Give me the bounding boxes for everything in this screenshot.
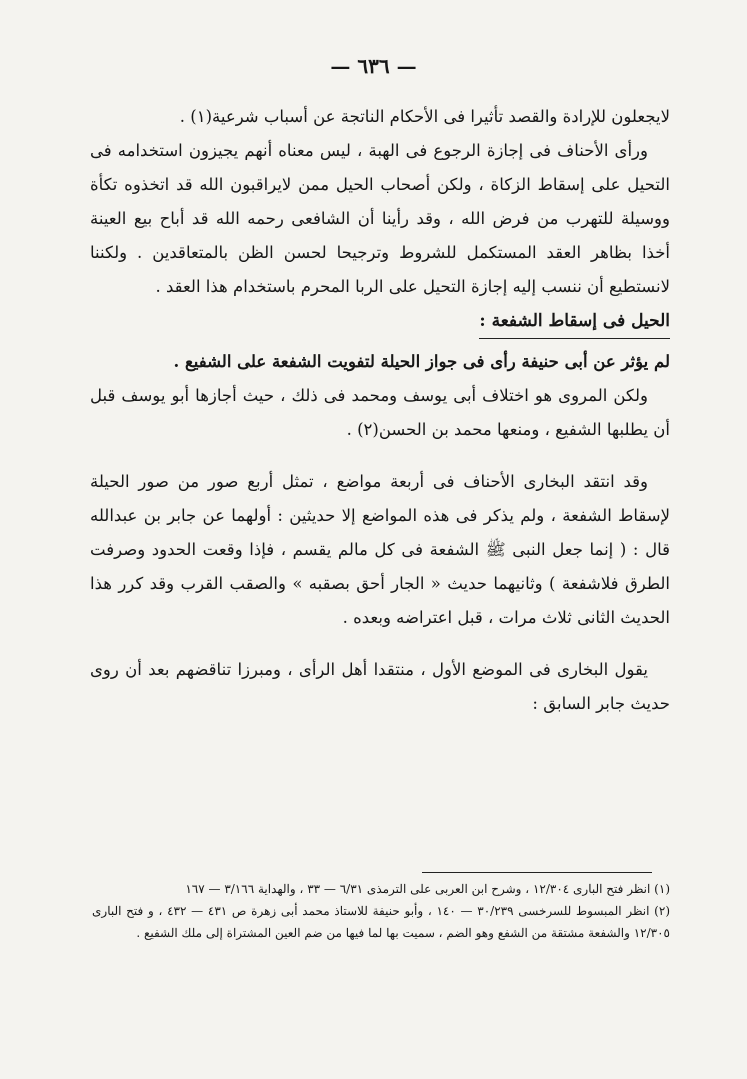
footnote-2: (٢) انظر المبسوط للسرخسى ٣٠/٢٣٩ — ١٤٠ ، وأبو حنيفة للاستاذ محمد أبى زهرة ص ٤٣١ — ٤٣٢ ، و فتح البارى ١٢/٣٠٥ والشفعة مشتقة من الشفع وهو الضم ، سميت بها لما فيها من ضم العين المشتراة إلى ملك الشفيع . (92, 904, 670, 940)
footnote-divider (422, 872, 652, 873)
page-number: — ٦٣٦ — (330, 54, 417, 78)
section-heading-container (90, 304, 670, 345)
paragraph-continuation: لايجعلون للإرادة والقصد تأثيرا فى الأحكام الناتجة عن أسباب شرعية(١) . (179, 107, 670, 126)
paragraph-disagreement: ولكن المروى هو اختلاف أبى يوسف ومحمد فى ذلك ، حيث أجازها أبو يوسف قبل أن يطلبها الشفيع ، ومنعها محمد بن الحسن(٢) . (90, 386, 670, 439)
paragraph-abu-hanifa: لم يؤثر عن أبى حنيفة رأى فى جواز الحيلة لتفويت الشفعة على الشفيع . (173, 352, 670, 371)
paragraph-hanafi-view: ورأى الأحناف فى إجازة الرجوع فى الهبة ، ليس معناه أنهم يجيزون استخدامه فى التحيل على إسقاط الزكاة ، ولكن أصحاب الحيل ممن لايراقبون الله قد اتخذوه تكأة ووسيلة للتهرب من فرض الله ، وقد رأينا أن الشافعى رحمه الله قد أباح بيع العينة أخذا بظاهر العقد المستكمل للشروط وترجيحا لحسن الظن بالمتعاقدين . ولكننا لانستطيع أن ننسب إليه إجازة التحيل على الربا المحرم باستخدام هذا العقد . (90, 141, 670, 296)
paragraph-bukhari-critique: وقد انتقد البخارى الأحناف فى أربعة مواضع ، تمثل أربع صور من صور الحيلة لإسقاط الشفعة ، ولم يذكر فى هذه المواضع إلا حديثين : أولهما عن جابر بن عبدالله قال : ( إنما جعل النبى ﷺ الشفعة فى كل مالم يقسم ، فإذا وقعت الحدود وصرفت الطرق فلاشفعة ) وثانيهما حديث « الجار أحق بصقبه » والصقب القرب وقد كرر هذا الحديث الثانى ثلاث مرات ، قبل اعتراضه وبعده . (90, 472, 670, 627)
footnotes (92, 878, 670, 944)
footnote-1: (١) انظر فتح البارى ١٢/٣٠٤ ، وشرح ابن العربى على الترمذى ٦/٣١ — ٣٣ ، والهداية ٣/١٦٦ — ١٦٧ (185, 882, 670, 896)
main-text (90, 100, 670, 721)
section-heading: الحيل فى إسقاط الشفعة : (479, 306, 670, 339)
paragraph-bukhari-first: يقول البخارى فى الموضع الأول ، منتقدا أهل الرأى ، ومبرزا تناقضهم بعد أن روى حديث جابر السابق : (90, 660, 670, 713)
